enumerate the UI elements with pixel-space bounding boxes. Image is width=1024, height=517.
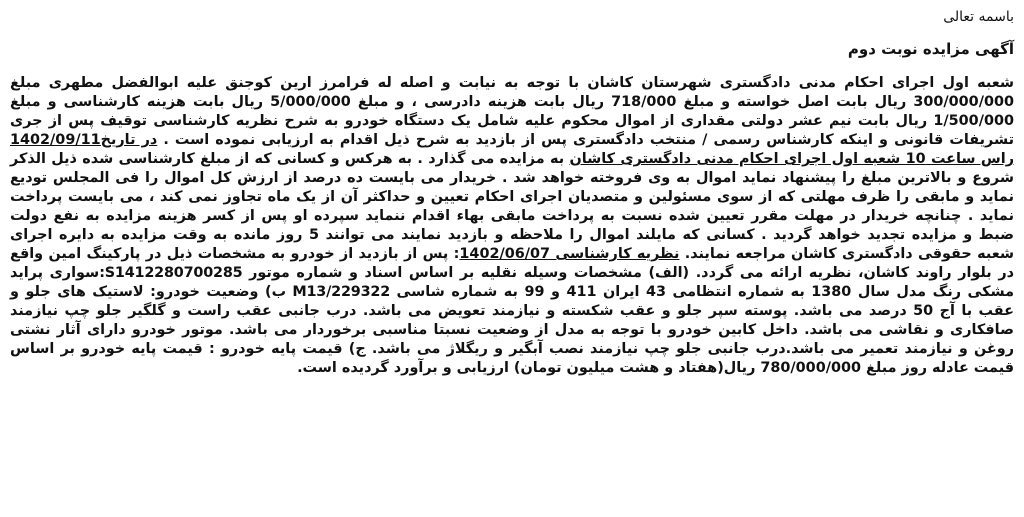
notice-paragraph-terms: به مزایده می گذارد . به هرکس و کسانی که از مبلغ کارشناسی شده ذیل الذکر شروع و بالاترین مبلغ را پیشنهاد نماید اموال به وی فروخته خواهد شد . خریدار می بایست ده درصد از ارزش کل اموال را فی المجلس تودیع نماید و مابقی را ظرف مهلتی که از سوی مسئولین و متصدیان اجرای احکام تعیین و حداکثر آن از یک ماه تجاوز نمی کند ، می بایست پرداخت نماید . چنانچه خریدار در مهلت مقرر تعیین شده نسبت به پرداخت مابقی بهاء اقدام ننماید سپرده او پس از کسر هزینه مزایده به نفع دولت ضبط و مزایده تجدید خواهد گردید . کسانی که مایلند اموال را ملاحظه و بازدید نمایند می توانند 5 روز مانده به وقت مزایده به دایره اجرای شعبه حقوقی دادگستری کاشان مراجعه نمایند.: [10, 151, 1014, 262]
notice-title: آگهی مزایده نوبت دوم: [847, 40, 1014, 58]
expert-opinion-label: نظریه کارشناسی 1402/06/07: [459, 246, 680, 262]
auction-date: در تاریخ1402/09/11 راس ساعت 10 شعبه اول اجرای احکام مدنی دادگستری کاشان: [10, 132, 1014, 167]
notice-body: [10, 74, 1014, 378]
bismillah-heading: باسمه تعالی: [943, 9, 1014, 25]
notice-paragraph-intro: شعبه اول اجرای احکام مدنی دادگستری شهرستان کاشان با توجه به نیابت و اصله له فرامرز ارین کوجنق علیه ابوالفضل مطهری مبلغ 300/000/000 ریال بابت اصل خواسته و مبلغ 718/000 ریال بابت هزینه دادرسی ، و مبلغ 5/000/000 ریال بابت هزینه کارشناسی و مبلغ 1/500/000 ریال بابت نیم عشر دولتی مقداری از اموال محکوم علیه شامل یک دستگاه خودرو به شرح نظریه کارشناسی توقیف پس از جری تشریفات قانونی و اینکه کارشناس رسمی / منتخب دادگستری پس از بازدید به شرح ذیل اقدام به ارزیابی نموده است .: [10, 75, 1014, 148]
notice-paragraph-vehicle: : پس از بازدید از خودرو به مشخصات ذیل در پارکینگ امین واقع در بلوار راوند کاشان، نظریه ارائه می گردد. (الف) مشخصات وسیله نقلیه بر اساس اسناد و شماره موتور S1412280700285:سواری پراید مشکی رنگ مدل سال 1380 به شماره انتظامی 43 ایران 411 و 99 به شماره شاسی M13/229322 ب) وضعیت خودرو: لاستیک های جلو و عقب با آج 50 درصد می باشد. پوسته سپر جلو و عقب شکسته و نیازمند تعویض می باشد. درب جانبی عقب راست و گلگیر جلو چپ نیازمند صافکاری و نقاشی می باشد. داخل کابین خودرو با توجه به مدل از وضعیت نسبتا مناسبی برخوردار می باشد. موتور خودرو دارای آثار نشتی روغن و نیازمند تعمیر می باشد.درب جانبی جلو چپ نیازمند نصب آبگیر و ریگلاژ می باشد. ج) قیمت پایه خودرو : قیمت پایه خودرو بر اساس قیمت عادله روز مبلغ 780/000/000 ریال(هفتاد و هشت میلیون تومان) ارزیابی و برآورد گردیده است.: [10, 246, 1014, 376]
